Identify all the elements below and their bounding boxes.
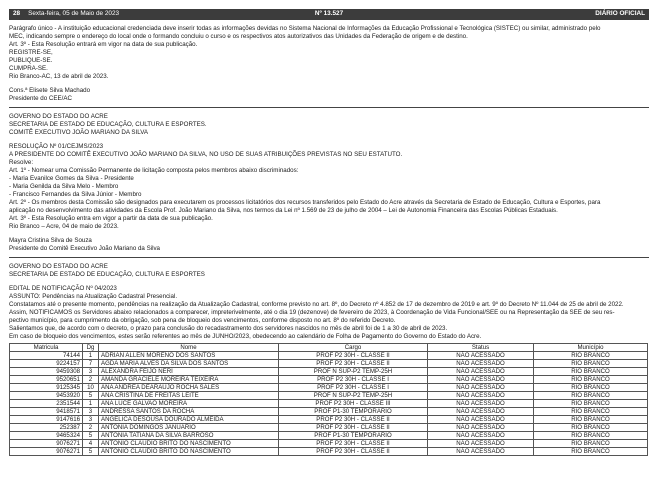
- cell-cargo: PROF N SUP-P2 TEMP-25H: [279, 391, 428, 399]
- cell-cargo: PROF P2 30H - CLASSE I: [279, 383, 428, 391]
- cell-cargo: PROF P1-30 TEMPORARIO: [279, 407, 428, 415]
- cell-cargo: PROF P2 30H - CLASSE III: [279, 399, 428, 407]
- org-heading: SECRETARIA DE ESTADO DE EDUCAÇÃO, CULTURA E ESPORTES: [9, 270, 205, 278]
- cell-nome: ANTONIO CLAUDIO BRITO DO NASCIMENTO: [99, 447, 279, 455]
- cell-matricula: 9125345: [10, 383, 83, 391]
- cell-municipio: RIO BRANCO: [534, 383, 648, 391]
- cell-matricula: 9465324: [10, 431, 83, 439]
- table-row: [10, 423, 648, 431]
- column-header: Matricula: [10, 343, 83, 351]
- cell-nome: ANDRESSA SANTOS DA ROCHA: [99, 407, 279, 415]
- text-line: Resolve:: [9, 159, 34, 167]
- text-line: - Maria Evanilce Gomes da Silva - Presidente: [9, 175, 134, 182]
- cell-status: NÃO ACESSADO: [428, 391, 534, 399]
- cell-matricula: 9418571: [10, 407, 83, 415]
- text-line: Art. 3º - Esta Resolução entrará em vigor na data de sua publicação.: [9, 40, 198, 48]
- text-line: PUBLIQUE-SE.: [9, 56, 53, 64]
- cell-municipio: RIO BRANCO: [534, 407, 648, 415]
- text-line: REGISTRE-SE,: [9, 48, 53, 56]
- resolution-title: RESOLUÇÃO Nº 01/CEJMS/2023: [9, 143, 104, 151]
- cell-cargo: PROF P2 30H - CLASSE II: [279, 447, 428, 455]
- cell-nome: AGDA MARIA ALVES DA SILVA DOS SANTOS: [99, 359, 279, 367]
- cell-municipio: RIO BRANCO: [534, 391, 648, 399]
- table-row: [10, 399, 648, 407]
- org-heading: SECRETARIA DE ESTADO DE EDUCAÇÃO, CULTURA E ESPORTES.: [9, 120, 207, 128]
- text-line: - Francisco Fernandes da Silva Júnior - Membro: [9, 190, 142, 198]
- cell-dg: 3: [83, 415, 99, 423]
- cell-dg: 4: [83, 439, 99, 447]
- cell-cargo: PROF P2 30H - CLASSE I: [279, 375, 428, 383]
- cell-nome: ALEXANDRA FEIJO NERI: [99, 367, 279, 375]
- cell-matricula: 9076271: [10, 447, 83, 455]
- table-row: [10, 375, 648, 383]
- cell-cargo: PROF P2 30H - CLASSE II: [279, 415, 428, 423]
- text-line: Salientamos que, de acordo com o decreto, o prazo para conclusão do recadastramento dos servidores nascidos no mês de abril foi de 1 a 30 de abril de 2023.: [9, 325, 448, 332]
- table-row: [10, 439, 648, 447]
- cell-status: NÃO ACESSADO: [428, 375, 534, 383]
- cell-matricula: 9453920: [10, 391, 83, 399]
- cell-matricula: 9224157: [10, 359, 83, 367]
- cell-matricula: 252387: [10, 423, 83, 431]
- cell-dg: 5: [83, 391, 99, 399]
- cell-dg: 2: [83, 423, 99, 431]
- cell-cargo: PROF P2 30H - CLASSE II: [279, 351, 428, 359]
- cell-dg: 3: [83, 407, 99, 415]
- text-line: Constatamos até o presente momento, pendências na realização da Atualização Cadastral, conforme previsto no art. 8º, do Decreto nº 4.852 de 17 de dezembro de 2019 e art. 9º do Decreto Nº 11.044 de 25 de abril de 2022.: [9, 301, 624, 309]
- cell-matricula: 9147616: [10, 415, 83, 423]
- text-line: - Maria Genilda da Silva Melo - Membro: [9, 182, 119, 190]
- cell-nome: AMANDA GRACIELE MOREIRA TEIXEIRA: [99, 375, 279, 383]
- cell-status: NÃO ACESSADO: [428, 367, 534, 375]
- table-row: [10, 391, 648, 399]
- column-header: Dg: [83, 343, 99, 351]
- cell-municipio: RIO BRANCO: [534, 359, 648, 367]
- cell-dg: 1: [83, 351, 99, 359]
- journal-title: DIÁRIO OFICIAL: [595, 10, 645, 18]
- text-line: A PRESIDENTE DO COMITÊ EXECUTIVO JOÃO MARIANO DA SILVA, NO USO DE SUAS ATRIBUIÇÕES PREVISTAS NO SEU ESTATUTO.: [9, 151, 403, 159]
- column-header: Município: [534, 343, 648, 351]
- cell-nome: ANTONIO CLAUDIO BRITO DO NASCIMENTO: [99, 439, 279, 447]
- cell-municipio: RIO BRANCO: [534, 367, 648, 375]
- cell-cargo: PROF P2 30H - CLASSE II: [279, 359, 428, 367]
- cell-status: NÃO ACESSADO: [428, 415, 534, 423]
- text-line: ASSUNTO: Pendências na Atualização Cadastral Presencial.: [9, 293, 178, 301]
- table-body: [10, 351, 648, 455]
- cell-status: NÃO ACESSADO: [428, 423, 534, 431]
- cell-nome: ANA LUCE GALVAO MOREIRA: [99, 399, 279, 407]
- text-line: aplicação no desenvolvimento das atividades da Escola Prof. João Mariano da Silva, nos termos da Lei nº 1.569 de 23 de julho de 2004 – Lei de Autonomia Financeira das Escolas Públicas Estaduais.: [9, 206, 558, 214]
- cell-municipio: RIO BRANCO: [534, 375, 648, 383]
- cell-dg: 5: [83, 447, 99, 455]
- cell-dg: 5: [83, 431, 99, 439]
- signature-title: Presidente do CEE/AC: [9, 95, 72, 102]
- cell-municipio: RIO BRANCO: [534, 439, 648, 447]
- text-line: Parágrafo único - A instituição educacional credenciada deve inserir todas as informações devidas no Sistema Nacional de Informações da Educação Profissional e Tecnológica (SISTEC) ou similar, administrado pelo: [9, 25, 601, 32]
- text-line: pectivo município, para cumprimento da obrigação, sob pena de bloqueio dos vencimentos, conforme disposto no art. 8º do referido Decreto.: [9, 317, 396, 325]
- table-row: [10, 351, 648, 359]
- cell-dg: 2: [83, 375, 99, 383]
- publication-date: Sexta-feira, 05 de Maio de 2023: [28, 10, 120, 18]
- cell-municipio: RIO BRANCO: [534, 431, 648, 439]
- cell-municipio: RIO BRANCO: [534, 423, 648, 431]
- edital-title: EDITAL DE NOTIFICAÇÃO Nº 04/2023: [9, 285, 117, 293]
- table-row: [10, 359, 648, 367]
- cell-municipio: RIO BRANCO: [534, 447, 648, 455]
- cell-municipio: RIO BRANCO: [534, 399, 648, 407]
- cell-matricula: 9076271: [10, 439, 83, 447]
- cell-nome: ADRIAN ALLEN MORENO DOS SANTOS: [99, 351, 279, 359]
- cell-dg: 10: [83, 383, 99, 391]
- cell-cargo: PROF N SUP-P2 TEMP-25H: [279, 367, 428, 375]
- cell-cargo: PROF P2 30H - CLASSE II: [279, 439, 428, 447]
- cell-dg: 1: [83, 399, 99, 407]
- org-heading: COMITÊ EXECUTIVO JOÃO MARIANO DA SILVA: [9, 128, 149, 136]
- cell-municipio: RIO BRANCO: [534, 415, 648, 423]
- cell-nome: ANA CRISTINA DE FREITAS LEITE: [99, 391, 279, 399]
- org-heading: GOVERNO DO ESTADO DO ACRE: [9, 112, 108, 120]
- text-line: Em caso de bloqueio dos vencimentos, estes serão referentes ao mês de JUNHO/2023, obedecendo ao calendário de Folha de Pagamento do Governo do Estado do Acre.: [9, 332, 482, 340]
- text-line: Rio Branco-AC, 13 de abril de 2023.: [9, 72, 109, 80]
- column-header: Status: [428, 343, 534, 351]
- cell-municipio: RIO BRANCO: [534, 351, 648, 359]
- table-row: [10, 431, 648, 439]
- cell-nome: ANGELICA DESOUSA DOURADO ALMEIDA: [99, 415, 279, 423]
- column-header: Cargo: [279, 343, 428, 351]
- table-row: [10, 407, 648, 415]
- cell-dg: 7: [83, 359, 99, 367]
- cell-cargo: PROF P1-30 TEMPORARIO: [279, 431, 428, 439]
- cell-matricula: 74144: [10, 351, 83, 359]
- servidores-table: [9, 343, 648, 456]
- org-heading: GOVERNO DO ESTADO DO ACRE: [9, 262, 108, 270]
- cell-status: NÃO ACESSADO: [428, 359, 534, 367]
- table-row: [10, 447, 648, 455]
- text-line: Assim, NOTIFICAMOS os Servidores abaixo relacionados a comparecer, impreterivelmente, até o dia 19 (dezenove) de fevereiro de 2023, à Coordenação de Vida Funcional/SEE ou na Representação da SEE de seu res-: [9, 309, 615, 317]
- cell-status: NÃO ACESSADO: [428, 351, 534, 359]
- text-line: Rio Branco – Acre, 04 de maio de 2023.: [9, 222, 119, 230]
- text-line: CUMPRA-SE.: [9, 64, 48, 72]
- cell-matricula: 9520651: [10, 375, 83, 383]
- table-row: [10, 367, 648, 375]
- table-header-row: [10, 343, 648, 351]
- page-content: [9, 25, 649, 456]
- column-header: Nome: [99, 343, 279, 351]
- signature-name: Mayra Cristina Silva de Souza: [9, 237, 92, 245]
- signature-name: Cons.ª Elisete Silva Machado: [9, 87, 91, 95]
- cell-cargo: PROF P2 30H - CLASSE II: [279, 423, 428, 431]
- table-row: [10, 383, 648, 391]
- issue-number: Nº 13.527: [314, 10, 344, 18]
- text-line: Art. 1º - Nomear uma Comissão Permanente de licitação composta pelos membros abaixo discriminados:: [9, 167, 299, 175]
- edital-notificacao: [9, 263, 649, 456]
- cell-status: NÃO ACESSADO: [428, 447, 534, 455]
- cell-status: NÃO ACESSADO: [428, 399, 534, 407]
- section-divider: [9, 107, 649, 108]
- text-line: Art. 2º - Os membros desta Comissão são designados para executarem os processos licitatórios dos recursos transferidos pelo Estado do Acre através da Secretaria de Estado de Educação, Cultura e Esportes, para: [9, 198, 601, 206]
- cell-status: NÃO ACESSADO: [428, 431, 534, 439]
- cell-matricula: 2351544: [10, 399, 83, 407]
- cell-status: NÃO ACESSADO: [428, 383, 534, 391]
- table-row: [10, 415, 648, 423]
- cell-status: NÃO ACESSADO: [428, 407, 534, 415]
- signature-title: Presidente do Comitê Executivo João Mariano da Silva: [9, 245, 160, 252]
- text-line: MEC, indicando sempre o endereço do local onde o formando concluiu o curso e os respectivos atos autorizativos das Unidades da Federação de origem e de destino.: [9, 32, 468, 40]
- cell-status: NÃO ACESSADO: [428, 439, 534, 447]
- cell-dg: 3: [83, 367, 99, 375]
- cell-nome: ANTONIA TATIANA DA SILVA BARROSO: [99, 431, 279, 439]
- resolution-cejms: [9, 113, 649, 253]
- page-header: [9, 9, 649, 20]
- page-number: 28: [13, 10, 21, 18]
- text-line: Art. 3º - Esta Resolução entra em vigor a partir da data de sua publicação.: [9, 214, 213, 222]
- cell-nome: ANTONIA DOMINGOS JANUARIO: [99, 423, 279, 431]
- cell-nome: ANA ANDREA DEARAUJO ROCHA SALES: [99, 383, 279, 391]
- section-divider: [9, 257, 649, 258]
- cell-matricula: 9459308: [10, 367, 83, 375]
- resolution-cee-text: [9, 25, 649, 103]
